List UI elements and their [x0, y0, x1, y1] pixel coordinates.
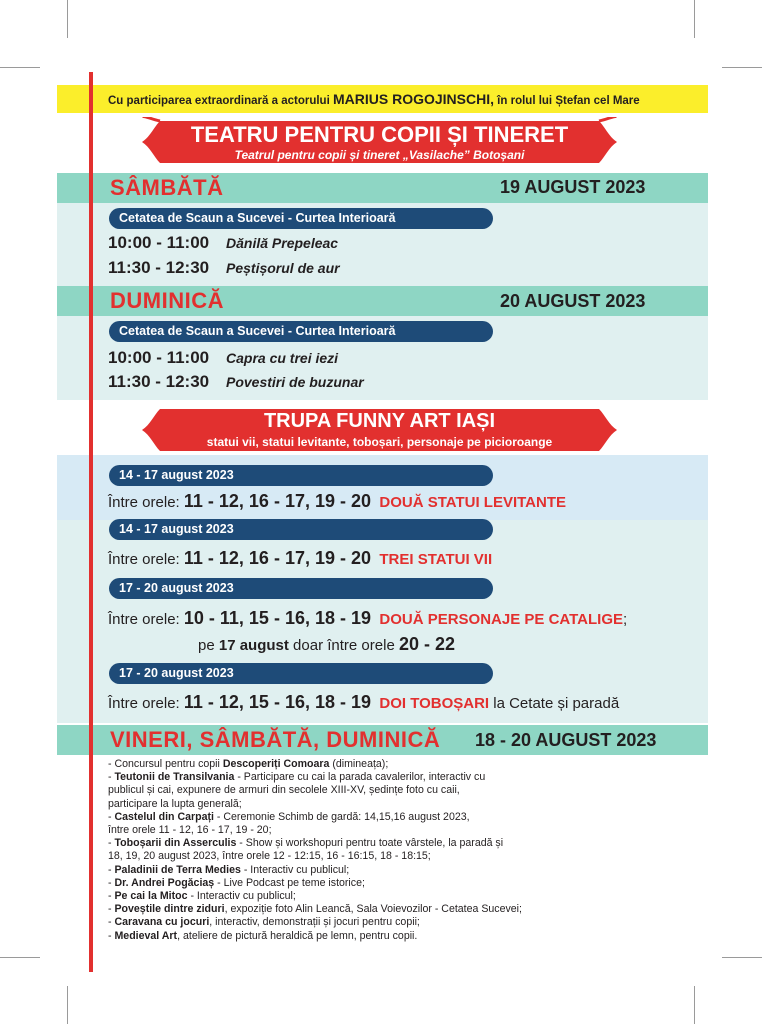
- red-vertical-rule: [89, 72, 93, 972]
- crop-mark: [722, 67, 762, 68]
- extra-day: 17 august: [218, 637, 289, 654]
- line-act: DOI TOBOȘARI: [379, 695, 490, 712]
- funny-line: [108, 608, 627, 629]
- note-line: - Concursul pentru copii Descoperiți Comoara (dimineața);: [108, 758, 389, 770]
- note-line: - Dr. Andrei Pogăciaș - Live Podcast pe teme istorice;: [108, 876, 365, 889]
- theatre-banner: [142, 117, 617, 167]
- note-line: între orele 11 - 12, 16 - 17, 19 - 20;: [108, 824, 272, 837]
- line-act: DOUĂ PERSONAJE PE CATALIGE: [379, 611, 623, 628]
- sunday-date: 20 AUGUST 2023: [500, 291, 646, 311]
- crop-mark: [0, 957, 40, 958]
- sunday-show: [108, 372, 364, 392]
- weekend-days: VINERI, SÂMBĂTĂ, DUMINICĂ: [110, 727, 441, 752]
- theatre-subtitle: Teatrul pentru copii și tineret „Vasilache” Botoșani: [234, 148, 525, 162]
- sunday-show: [108, 348, 338, 368]
- show-name: Povestiri de buzunar: [226, 374, 364, 390]
- funny-range: 14 - 17 august 2023: [109, 519, 493, 540]
- line-hours: 11 - 12, 16 - 17, 19 - 20: [183, 548, 372, 568]
- saturday-date: 19 AUGUST 2023: [500, 177, 646, 197]
- extra-pre: pe: [198, 637, 219, 654]
- header-actor: MARIUS ROGOJINSCHI,: [332, 91, 494, 107]
- note-line: - Paladinii de Terra Medies - Interactiv cu publicul;: [108, 863, 350, 876]
- theatre-title: TEATRU PENTRU COPII ȘI TINERET: [190, 122, 569, 147]
- extra-mid: doar între orele: [288, 637, 399, 654]
- weekend-notes: [108, 758, 698, 943]
- saturday-show: [108, 258, 340, 278]
- note-line: - Poveștile dintre ziduri, expoziție foto Alin Leancă, Sala Voievozilor - Cetatea Sucevei;: [108, 903, 522, 916]
- note-line: - Castelul din Carpați - Ceremonie Schimb de gardă: 14,15,16 august 2023,: [108, 810, 470, 823]
- show-name: Peștișorul de aur: [226, 260, 340, 276]
- funny-line: [108, 491, 566, 512]
- line-after: la Cetate și paradă: [489, 695, 620, 712]
- funny-extra-line: [198, 634, 455, 655]
- note-line: 18, 19, 20 august 2023, între orele 12 - 12:15, 16 - 16:15, 18 - 18:15;: [108, 850, 431, 863]
- note-line: participare la lupta generală;: [108, 797, 242, 810]
- crop-mark: [694, 0, 695, 38]
- extra-hours: 20 - 22: [398, 634, 455, 654]
- show-time: 11:30 - 12:30: [108, 372, 210, 391]
- funny-banner: [142, 405, 617, 455]
- funny-range: 17 - 20 august 2023: [109, 663, 493, 684]
- note-line: - Teutonii de Transilvania - Participare cu cai la parada cavalerilor, interactiv cu: [108, 771, 486, 784]
- note-line: - Medieval Art, ateliere de pictură heraldică pe lemn, pentru copii.: [108, 929, 418, 942]
- line-act: DOUĂ STATUI LEVITANTE: [379, 494, 567, 511]
- crop-mark: [0, 67, 40, 68]
- show-name: Dănilă Prepeleac: [226, 235, 339, 251]
- sunday-day: DUMINICĂ: [110, 288, 224, 313]
- sunday-venue: Cetatea de Scaun a Sucevei - Curtea Interioară: [109, 321, 493, 342]
- header-suffix: în rolul lui Ștefan cel Mare: [493, 95, 640, 107]
- saturday-show: [108, 233, 338, 253]
- show-name: Capra cu trei iezi: [226, 350, 339, 366]
- funny-line: [108, 548, 492, 569]
- line-hours: 11 - 12, 15 - 16, 18 - 19: [183, 692, 372, 712]
- crop-mark: [694, 986, 695, 1024]
- funny-range: 14 - 17 august 2023: [109, 465, 493, 486]
- funny-title: TRUPA FUNNY ART IAȘI: [263, 410, 496, 432]
- crop-mark: [67, 0, 68, 38]
- saturday-day: SÂMBĂTĂ: [110, 175, 224, 200]
- line-prefix: Între orele:: [108, 494, 184, 511]
- show-time: 11:30 - 12:30: [108, 258, 210, 277]
- crop-mark: [67, 986, 68, 1024]
- note-line: - Toboșarii din Asserculis - Show și workshopuri pentru toate vârstele, la paradă și: [108, 837, 504, 850]
- line-prefix: Între orele:: [108, 551, 184, 568]
- header-text: [108, 91, 640, 107]
- show-time: 10:00 - 11:00: [108, 348, 210, 367]
- saturday-venue: Cetatea de Scaun a Sucevei - Curtea Interioară: [109, 208, 493, 229]
- funny-subtitle: statui vii, statui levitante, toboșari, personaje pe picioroange: [206, 435, 553, 449]
- note-line: publicul și cai, expunere de armuri din secolele XIII-XV, ședințe foto cu caii,: [108, 784, 460, 797]
- line-hours: 11 - 12, 16 - 17, 19 - 20: [183, 491, 372, 511]
- note-line: - Caravana cu jocuri, interactiv, demonstrații și jocuri pentru copii;: [108, 916, 420, 929]
- show-time: 10:00 - 11:00: [108, 233, 210, 252]
- funny-range: 17 - 20 august 2023: [109, 578, 493, 599]
- line-prefix: Între orele:: [108, 695, 184, 712]
- note-line: - Pe cai la Mitoc - Interactiv cu publicul;: [108, 890, 296, 903]
- line-after: ;: [623, 611, 628, 628]
- crop-mark: [722, 957, 762, 958]
- weekend-date: 18 - 20 AUGUST 2023: [475, 730, 657, 750]
- line-act: TREI STATUI VII: [379, 551, 493, 568]
- line-prefix: Între orele:: [108, 611, 184, 628]
- funny-line: [108, 692, 619, 713]
- header-prefix: Cu participarea extraordinară a actorului: [108, 95, 333, 107]
- line-hours: 10 - 11, 15 - 16, 18 - 19: [183, 608, 372, 628]
